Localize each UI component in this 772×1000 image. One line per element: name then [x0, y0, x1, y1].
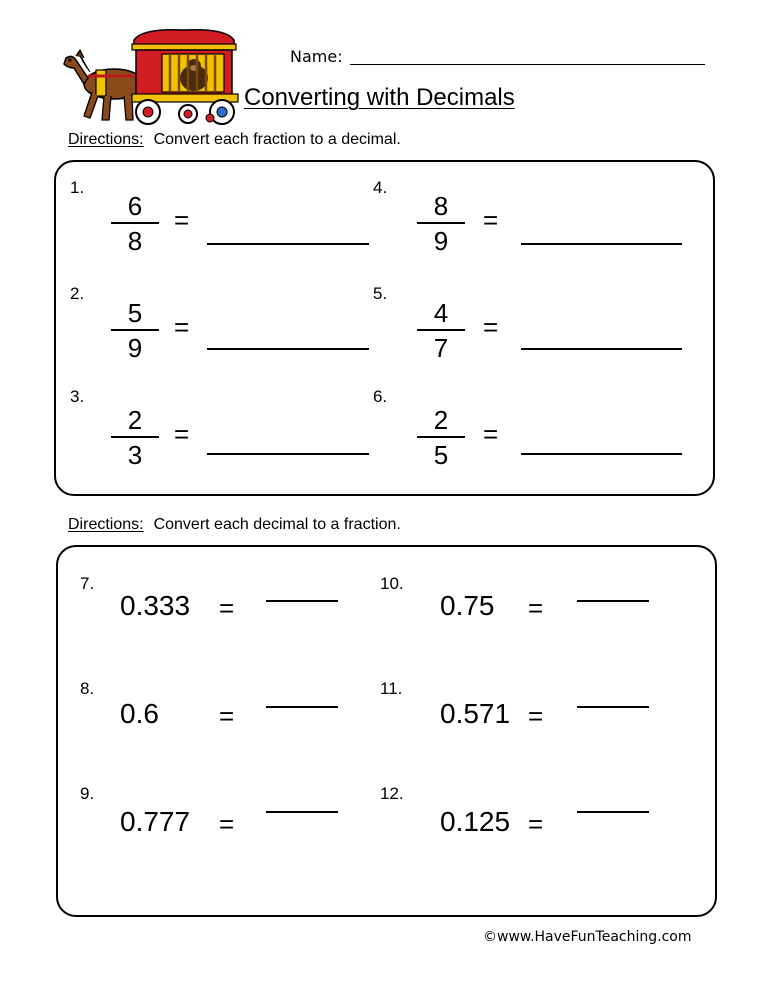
problem-number: 3.: [70, 387, 85, 406]
problem-number: 9.: [80, 784, 95, 803]
problem-number: 8.: [80, 679, 95, 698]
decimal-value: 0.571: [440, 698, 511, 729]
fraction: [417, 298, 465, 363]
denominator: 7: [433, 333, 449, 363]
denominator: 3: [127, 440, 143, 470]
fraction-bar: [111, 436, 159, 438]
name-answer-line[interactable]: [350, 64, 705, 65]
problem-number: 1.: [70, 178, 85, 197]
numerator: 6: [127, 191, 143, 221]
answer-line[interactable]: [521, 348, 682, 350]
answer-line[interactable]: [577, 811, 649, 813]
numerator: 5: [127, 298, 143, 328]
answer-line[interactable]: [521, 453, 682, 455]
section1-directions-label: Directions:: [68, 131, 144, 148]
answer-line[interactable]: [577, 706, 649, 708]
equals-sign: =: [174, 205, 190, 235]
denominator: 9: [433, 226, 449, 256]
numerator: 8: [433, 191, 449, 221]
fraction-bar: [417, 222, 465, 224]
page-title: Converting with Decimals: [244, 84, 515, 111]
copyright-footer: ©www.HaveFunTeaching.com: [483, 929, 692, 945]
equals-sign: =: [219, 701, 235, 731]
fraction-bar: [111, 329, 159, 331]
denominator: 8: [127, 226, 143, 256]
section2-directions-label: Directions:: [68, 516, 144, 533]
numerator: 2: [127, 405, 143, 435]
decimal-value: 0.75: [440, 590, 495, 621]
decimal-value: 0.125: [440, 806, 511, 837]
problem-number: 5.: [373, 284, 388, 303]
denominator: 5: [433, 440, 449, 470]
numerator: 4: [433, 298, 449, 328]
fraction: [111, 191, 159, 256]
name-label: Name:: [290, 47, 343, 66]
equals-sign: =: [219, 809, 235, 839]
equals-sign: =: [528, 701, 544, 731]
problem-number: 11.: [380, 679, 403, 698]
section2-directions: [68, 516, 401, 534]
problem-number: 7.: [80, 574, 95, 593]
section2-directions-text: Convert each decimal to a fraction.: [153, 516, 401, 533]
section1-directions-text: Convert each fraction to a decimal.: [153, 131, 401, 148]
denominator: 9: [127, 333, 143, 363]
fraction: [111, 405, 159, 470]
fraction: [417, 405, 465, 470]
equals-sign: =: [174, 419, 190, 449]
section1-directions: [68, 131, 401, 149]
equals-sign: =: [483, 312, 499, 342]
equals-sign: =: [174, 312, 190, 342]
decimal-value: 0.777: [120, 806, 191, 837]
answer-line[interactable]: [266, 811, 338, 813]
answer-line[interactable]: [207, 348, 369, 350]
problem-number: 10.: [380, 574, 404, 593]
answer-line[interactable]: [207, 243, 369, 245]
numerator: 2: [433, 405, 449, 435]
equals-sign: =: [483, 205, 499, 235]
fraction: [111, 298, 159, 363]
problem-number: 4.: [373, 178, 388, 197]
equals-sign: =: [219, 593, 235, 623]
equals-sign: =: [528, 809, 544, 839]
decimal-value: 0.6: [120, 698, 159, 729]
fraction: [417, 191, 465, 256]
fraction-bar: [111, 222, 159, 224]
answer-line[interactable]: [521, 243, 682, 245]
circus-wagon-horse-icon: [62, 26, 242, 130]
fraction-bar: [417, 329, 465, 331]
equals-sign: =: [528, 593, 544, 623]
answer-line[interactable]: [266, 706, 338, 708]
problem-number: 6.: [373, 387, 388, 406]
fraction-bar: [417, 436, 465, 438]
problem-number: 2.: [70, 284, 85, 303]
problem-number: 12.: [380, 784, 404, 803]
answer-line[interactable]: [577, 600, 649, 602]
answer-line[interactable]: [266, 600, 338, 602]
equals-sign: =: [483, 419, 499, 449]
decimal-value: 0.333: [120, 590, 191, 621]
answer-line[interactable]: [207, 453, 369, 455]
